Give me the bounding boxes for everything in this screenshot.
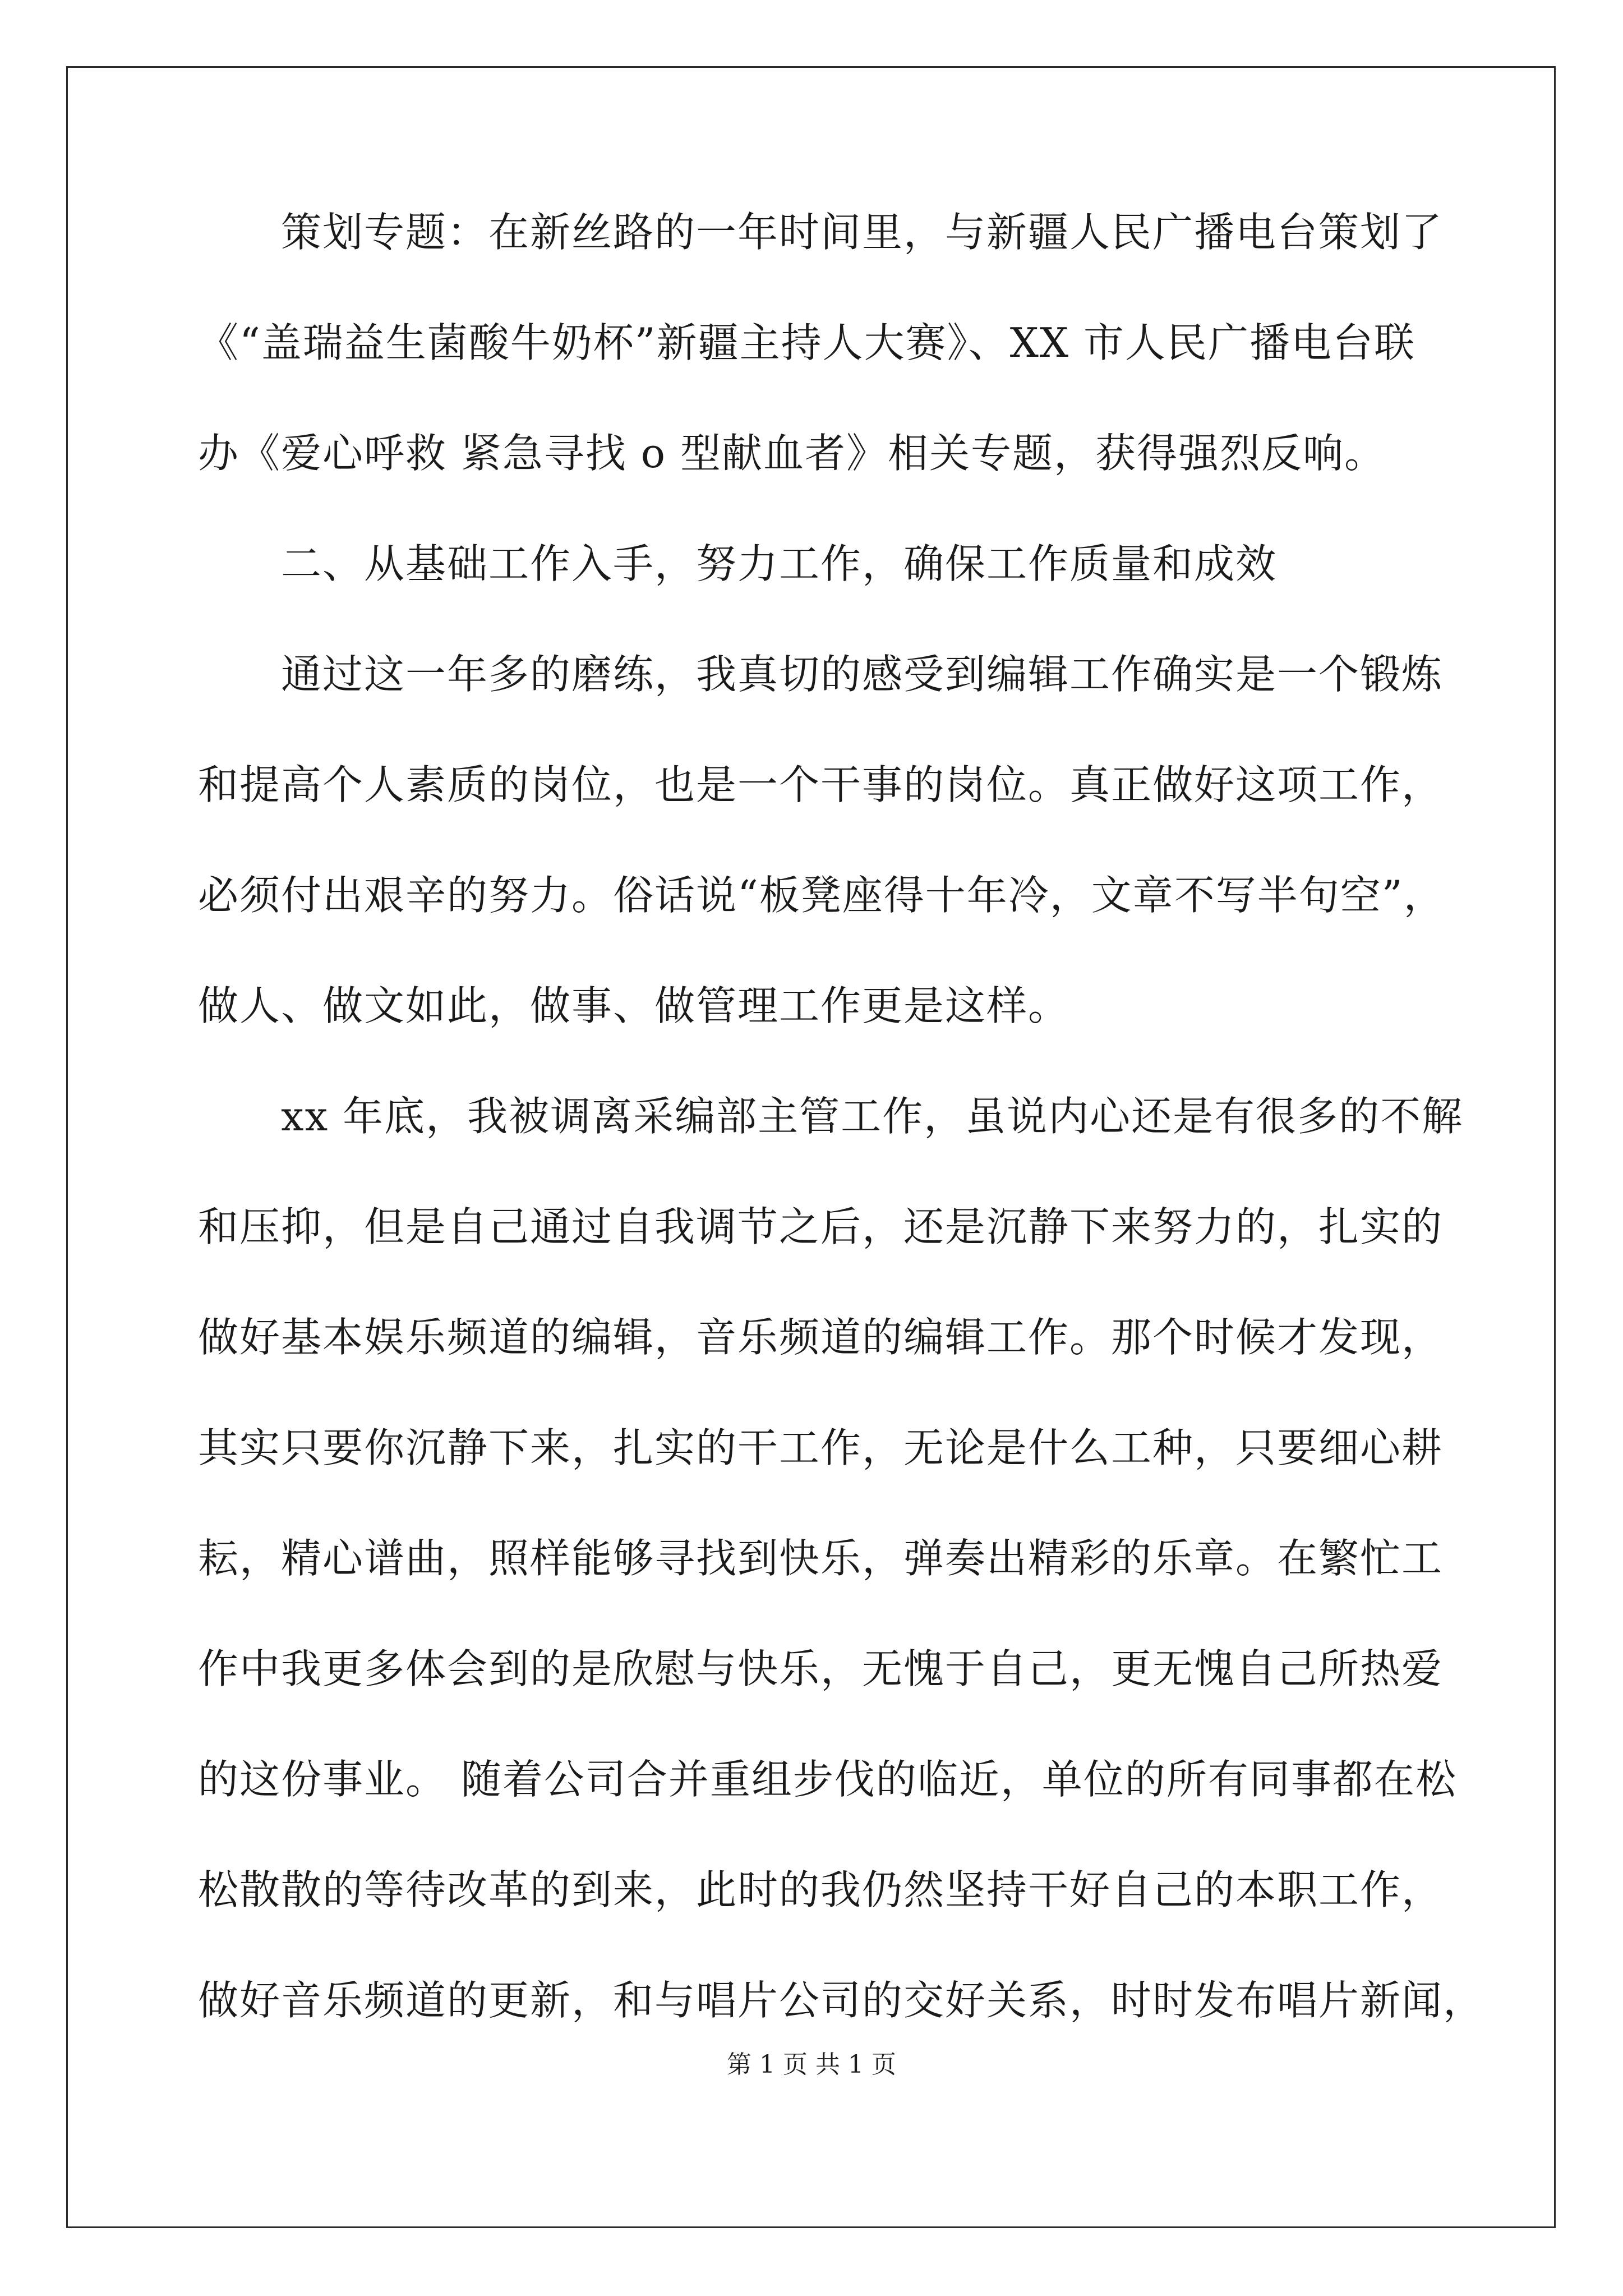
- paragraph-line: 的这份事业。 随着公司合并重组步伐的临近，单位的所有同事都在松: [198, 1756, 1457, 1803]
- paragraph-line: 《“盖瑞益生菌酸牛奶杯”新疆主持人大赛》、XX 市人民广播电台联: [198, 319, 1416, 366]
- paragraph-line: 和提高个人素质的岗位，也是一个干事的岗位。真正做好这项工作，: [198, 761, 1444, 808]
- paragraph-line: 耘，精心谱曲，照样能够寻找到快乐，弹奏出精彩的乐章。在繁忙工: [198, 1535, 1444, 1582]
- document-body: [198, 209, 1485, 2087]
- paragraph-line: 松散散的等待改革的到来，此时的我仍然坚持干好自己的本职工作，: [198, 1866, 1444, 1913]
- paragraph-line: 做好基本娱乐频道的编辑，音乐频道的编辑工作。那个时候才发现，: [198, 1314, 1444, 1361]
- paragraph-line: 通过这一年多的磨练，我真切的感受到编辑工作确实是一个锻炼: [281, 651, 1444, 698]
- section-heading: 二、从基础工作入手，努力工作，确保工作质量和成效: [281, 540, 1278, 587]
- paragraph-line: 办《爱心呼救 紧急寻找 o 型献血者》相关专题，获得强烈反响。: [198, 430, 1386, 477]
- paragraph-line: 策划专题：在新丝路的一年时间里，与新疆人民广播电台策划了: [281, 209, 1444, 256]
- paragraph-line: 和压抑，但是自己通过自我调节之后，还是沉静下来努力的，扎实的: [198, 1203, 1444, 1250]
- paragraph-line: 其实只要你沉静下来，扎实的干工作，无论是什么工种，只要细心耕: [198, 1424, 1444, 1471]
- paragraph-line: 作中我更多体会到的是欣慰与快乐，无愧于自己，更无愧自己所热爱: [198, 1645, 1444, 1692]
- paragraph-line: 做好音乐频道的更新，和与唱片公司的交好关系，时时发布唱片新闻，: [198, 1977, 1485, 2024]
- paragraph-line: 做人、做文如此，做事、做管理工作更是这样。: [198, 982, 1070, 1029]
- paragraph-line: 必须付出艰辛的努力。俗话说“板凳座得十年冷，文章不写半句空”，: [198, 872, 1445, 919]
- page-number-footer: 第 1 页 共 1 页: [727, 2050, 896, 2079]
- paragraph-line: xx 年底，我被调离采编部主管工作，虽说内心还是有很多的不解: [281, 1093, 1464, 1140]
